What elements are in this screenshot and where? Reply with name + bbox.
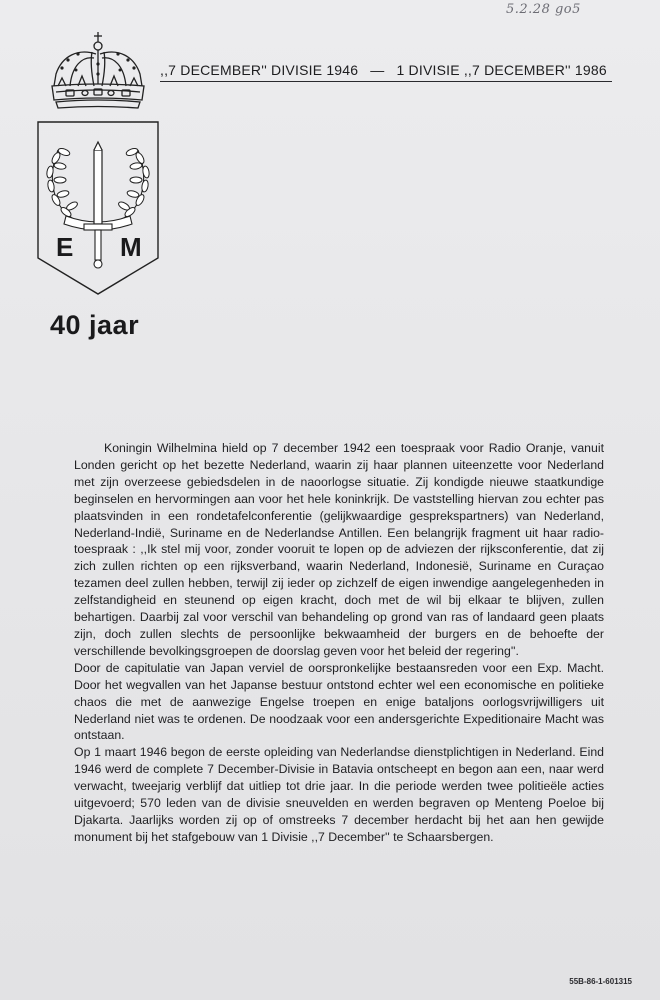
divisie-shield-emblem-icon	[36, 120, 160, 296]
handwritten-archive-number: 5.2.28 go5	[506, 2, 581, 17]
emblem-letter-m: M	[120, 232, 142, 262]
header-left-title: ,,7 DECEMBER'' DIVISIE 1946	[160, 62, 359, 78]
royal-crown-icon	[48, 30, 148, 112]
emblem-letter-e: E	[56, 232, 74, 262]
page-header	[160, 62, 612, 82]
paragraph-capitulation-japan: Door de capitulatie van Japan verviel de oorspronkelijke bestaansreden voor een Exp. Macht. Door het wegvallen van het Japanse bestuur ontstond echter wel een economische en politieke chaos die met de aanwezige Engelse troepen en enige bataljons oorlogsvrijwilligers uit Nederland niet was te ordenen. De noodzaak voor een andersgerichte Expeditionaire Macht was ontstaan.	[74, 660, 604, 743]
document-reference-code: 55B-86-1-601315	[569, 977, 632, 986]
paragraph-first-training: Op 1 maart 1946 begon de eerste opleiding van Nederlandse dienstplichtigen in Nederland. Eind 1946 werd de complete 7 December-Divisie in Batavia ontscheept en begon aan een, naar werd verwacht, tweejarig verblijf dat uitliep tot drie jaar. In die periode werden twee politieële acties uitgevoerd; 570 leden van de divisie sneuvelden en werden begraven op Menteng Poeloe bij Djakarta. Jaarlijks worden zij op of omstreeks 7 december herdacht bij het aan hen gewijde monument bij het stafgebouw van 1 Divisie ,,7 December'' te Schaarsbergen.	[74, 745, 604, 844]
paragraph-wilhelmina-speech: Koningin Wilhelmina hield op 7 december 1942 een toespraak voor Radio Oranje, vanuit Londen gericht op het bezette Nederland, waarin zij haar plannen uiteenzette voor Nederland met zijn overzeese gebiedsdelen in de naoorlogse situatie. Zij kondigde nieuwe staatkundige beginselen en hervormingen aan voor het hele koninkrijk. De vaststelling hiervan zou echter pas plaatsvinden in een rondetafelconferentie (gelijkwaardige gesprekspartners) van Nederland, Nederland-Indië, Suriname en de Nederlandse Antillen. Een belangrijk fragment uit haar radio-toespraak : ,,Ik stel mij voor, zonder vooruit te lopen op de adviezen der rijksconferentie, dat zij zich zullen richten op een rijksverband, waarin Nederland, Indonesië, Suriname en Curaçao tezamen deel zullen hebben, terwijl zij ieder op zichzelf de eigen inwendige aangelegenheden in zelfstandigheid en steunend op eigen kracht, doch met de wil bij elkaar te blijven, zullen behartigen. Daarbij zal voor verschil van behandeling op grond van ras of landaard geen plaats zijn, doch zullen slechts de persoonlijke bekwaamheid der burgers en de behoefte der verschillende bevolkingsgroepen de doorslag geven voor het beleid der regering''.	[74, 441, 604, 658]
header-separator: —	[370, 62, 385, 78]
body-text	[74, 440, 604, 846]
anniversary-heading: 40 jaar	[50, 310, 140, 340]
header-right-title: 1 DIVISIE ,,7 DECEMBER'' 1986	[396, 62, 607, 78]
